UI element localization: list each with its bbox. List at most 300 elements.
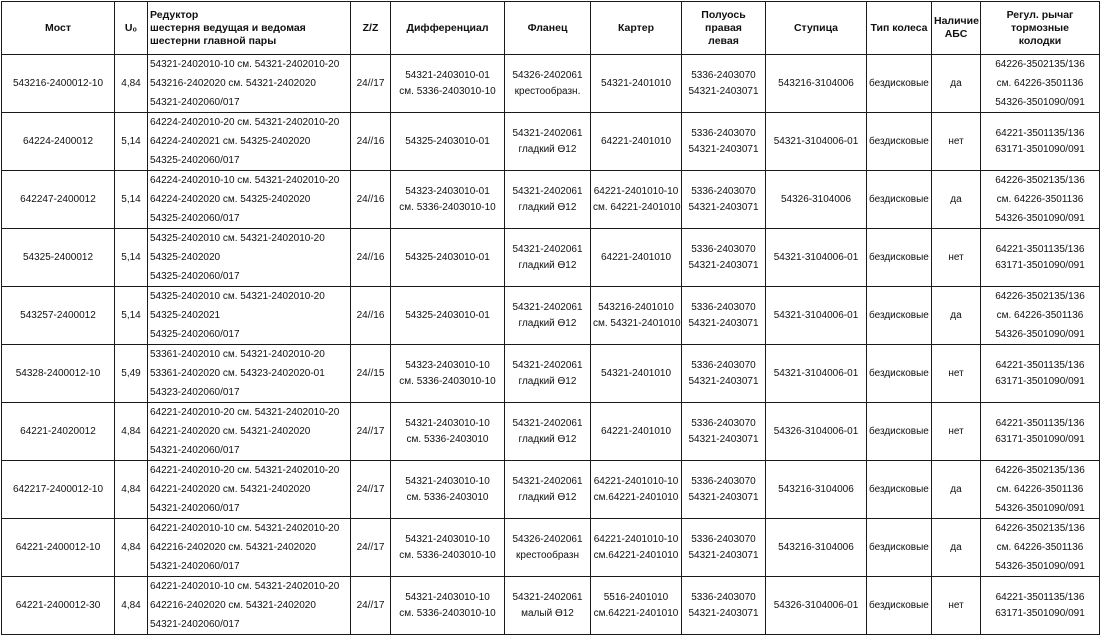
wheel-type: бездисковые (869, 542, 929, 553)
cell-reductor (148, 345, 351, 403)
cell-flange (505, 403, 591, 461)
cell-differential (391, 171, 505, 229)
cell-semiaxle (682, 113, 766, 171)
teeth-ratio: 24//17 (356, 600, 385, 611)
differential-line: 54325-2403010-01 (405, 309, 490, 321)
semiaxle-line: 5336-2403070 (691, 533, 756, 545)
wheel-type: бездисковые (869, 310, 929, 321)
brake-lever-line: 64226-3502135/136 (995, 523, 1085, 534)
flange-line: крестообразн. (514, 85, 581, 97)
cell-wheel-type (867, 171, 932, 229)
carter-group (593, 300, 679, 332)
semiaxle-group (684, 68, 763, 100)
reductor-line: 54325-2402010 см. 54321-2402010-20 (150, 233, 325, 244)
header-brake-lever-line: Регул. рычаг (1006, 8, 1074, 21)
flange-group (507, 68, 588, 100)
hub-code: 54326-3104006-01 (773, 600, 859, 611)
gear-ratio: 5,14 (121, 252, 141, 263)
cell-abs (932, 461, 981, 519)
reductor-line: 53361-2402020 см. 54323-2402020-01 (150, 368, 325, 379)
flange-line: малый Ө12 (521, 607, 574, 619)
hub-code: 543216-3104006 (778, 78, 854, 89)
abs-flag: нет (948, 252, 964, 263)
carter-line: 64221-2401010-10 (593, 533, 679, 545)
reductor-line: 54325-2402060/017 (150, 155, 240, 166)
cell-carter (591, 577, 682, 635)
cell-abs (932, 519, 981, 577)
brake-lever-line: 64226-3502135/136 (995, 175, 1085, 186)
brake-lever-line: 64221-3501135/136 (995, 359, 1085, 371)
reductor-line: 64224-2402021 см. 54325-2402020 (150, 136, 311, 147)
brake-lever-line: 63171-3501090/091 (995, 143, 1085, 155)
cell-most (2, 171, 115, 229)
table-row (2, 345, 1100, 403)
reductor-line: 64221-2402020 см. 54321-2402020 (150, 484, 311, 495)
axle-spec-table (1, 1, 1100, 635)
cell-wheel-type (867, 577, 932, 635)
wheel-type: бездисковые (869, 136, 929, 147)
cell-brake-lever (981, 113, 1100, 171)
cell-carter (591, 519, 682, 577)
cell-differential (391, 229, 505, 287)
reductor-line: 64221-2402010-10 см. 54321-2402010-20 (150, 523, 340, 534)
cell-carter (591, 229, 682, 287)
reductor-line: 64224-2402010-10 см. 54321-2402010-20 (150, 175, 340, 186)
semiaxle-line: 5336-2403070 (691, 417, 756, 429)
cell-carter (591, 113, 682, 171)
brake-lever-line: 64221-3501135/136 (995, 591, 1085, 603)
cell-semiaxle (682, 287, 766, 345)
brake-lever-line: см. 64226-3501136 (996, 484, 1084, 495)
cell-differential (391, 461, 505, 519)
hub-code: 54321-3104006-01 (773, 252, 859, 263)
brake-lever-line: см. 64226-3501136 (996, 78, 1084, 89)
gear-ratio: 4,84 (121, 542, 141, 553)
cell-carter (591, 55, 682, 113)
teeth-ratio: 24//16 (356, 252, 385, 263)
gear-ratio: 4,84 (121, 600, 141, 611)
teeth-ratio: 24//17 (356, 484, 385, 495)
cell-hub (766, 113, 867, 171)
teeth-ratio: 24//16 (356, 194, 385, 205)
cell-ratio (115, 461, 148, 519)
cell-zz (351, 287, 391, 345)
cell-most (2, 345, 115, 403)
axle-code: 64221-2400012-30 (15, 600, 101, 611)
carter-line: 64221-2401010 (600, 251, 672, 263)
wheel-type: бездисковые (869, 194, 929, 205)
carter-group (593, 76, 679, 92)
semiaxle-line: 54321-2403071 (688, 375, 759, 387)
flange-line: гладкий Ө12 (518, 259, 577, 271)
header-zz: Z/Z (351, 2, 391, 55)
hub-code: 543216-3104006 (778, 542, 854, 553)
reductor-line: 54321-2402060/017 (150, 445, 240, 456)
abs-flag: да (950, 484, 962, 495)
gear-ratio: 5,14 (121, 194, 141, 205)
reductor-line: 54321-2402060/017 (150, 503, 240, 514)
header-semiaxle (682, 2, 766, 55)
teeth-ratio: 24//16 (356, 136, 385, 147)
carter-group (593, 184, 679, 216)
flange-line: 54321-2402061 (512, 359, 583, 371)
cell-brake-lever (981, 345, 1100, 403)
differential-group (393, 590, 502, 622)
differential-line: 54321-2403010-10 (405, 417, 490, 429)
reductor-line: 54325-2402060/017 (150, 271, 240, 282)
flange-group (507, 184, 588, 216)
header-reductor-line: шестерни главной пары (150, 34, 277, 47)
flange-line: гладкий Ө12 (518, 491, 577, 503)
header-brake-lever-line: тормозные (1011, 21, 1069, 34)
flange-line: гладкий Ө12 (518, 317, 577, 329)
brake-lever-line: 64226-3502135/136 (995, 291, 1085, 302)
cell-ratio (115, 403, 148, 461)
cell-hub (766, 287, 867, 345)
hub-code: 54326-3104006 (780, 194, 852, 205)
abs-flag: да (950, 542, 962, 553)
semiaxle-group (684, 474, 763, 506)
header-ratio: U₀ (115, 2, 148, 55)
wheel-type: бездисковые (869, 484, 929, 495)
semiaxle-line: 54321-2403071 (688, 143, 759, 155)
flange-line: 54321-2402061 (512, 185, 583, 197)
brake-lever-line: 64221-3501135/136 (995, 243, 1085, 255)
carter-group (593, 250, 679, 266)
cell-semiaxle (682, 577, 766, 635)
flange-line: 54321-2402061 (512, 417, 583, 429)
semiaxle-group (684, 242, 763, 274)
differential-line: 54321-2403010-10 (405, 533, 490, 545)
cell-ratio (115, 229, 148, 287)
semiaxle-group (684, 300, 763, 332)
carter-line: 54321-2401010 (600, 77, 672, 89)
header-brake-lever (981, 2, 1100, 55)
cell-hub (766, 229, 867, 287)
table-row (2, 519, 1100, 577)
carter-line: 543216-2401010 (598, 301, 674, 313)
carter-line: см.64221-2401010 (593, 491, 679, 503)
header-semiaxle-line: Полуось (701, 8, 746, 21)
cell-hub (766, 461, 867, 519)
brake-lever-line: см. 64226-3501136 (996, 310, 1084, 321)
cell-wheel-type (867, 229, 932, 287)
reductor-line: 64221-2402010-10 см. 54321-2402010-20 (150, 581, 340, 592)
carter-line: 64221-2401010-10 (593, 185, 679, 197)
carter-line: см.64221-2401010 (593, 549, 679, 561)
header-abs (932, 2, 981, 55)
carter-line: см. 64221-2401010 (593, 201, 681, 213)
cell-brake-lever (981, 519, 1100, 577)
semiaxle-line: 54321-2403071 (688, 433, 759, 445)
cell-reductor (148, 171, 351, 229)
differential-line: см. 5336-2403010 (406, 491, 489, 503)
cell-most (2, 113, 115, 171)
reductor-line: 54321-2402010-10 см. 54321-2402010-20 (150, 59, 340, 70)
semiaxle-line: 54321-2403071 (688, 549, 759, 561)
axle-code: 64221-24020012 (20, 426, 96, 437)
reductor-line: 54325-2402021 (150, 310, 221, 321)
cell-ratio (115, 171, 148, 229)
cell-zz (351, 345, 391, 403)
table-row (2, 55, 1100, 113)
axle-code: 543257-2400012 (20, 310, 96, 321)
cell-reductor (148, 519, 351, 577)
brake-lever-line: 64221-3501135/136 (995, 127, 1085, 139)
flange-line: 54321-2402061 (512, 301, 583, 313)
semiaxle-line: 5336-2403070 (691, 127, 756, 139)
reductor-line: 54325-2402020 (150, 252, 221, 263)
cell-abs (932, 113, 981, 171)
header-flange: Фланец (505, 2, 591, 55)
reductor-line: 53361-2402010 см. 54321-2402010-20 (150, 349, 325, 360)
axle-code: 642247-2400012 (20, 194, 96, 205)
cell-abs (932, 229, 981, 287)
carter-line: 64221-2401010-10 (593, 475, 679, 487)
cell-differential (391, 113, 505, 171)
cell-zz (351, 403, 391, 461)
semiaxle-line: 54321-2403071 (688, 259, 759, 271)
cell-ratio (115, 345, 148, 403)
semiaxle-line: 5336-2403070 (691, 69, 756, 81)
differential-line: см. 5336-2403010 (406, 433, 489, 445)
cell-zz (351, 113, 391, 171)
semiaxle-line: 5336-2403070 (691, 591, 756, 603)
semiaxle-group (684, 590, 763, 622)
cell-semiaxle (682, 519, 766, 577)
brake-lever-group (983, 126, 1097, 158)
cell-differential (391, 287, 505, 345)
cell-flange (505, 345, 591, 403)
semiaxle-group (684, 358, 763, 390)
differential-line: 54325-2403010-01 (405, 135, 490, 147)
flange-line: крестообразн (516, 549, 579, 561)
table-row (2, 113, 1100, 171)
axle-code: 64224-2400012 (22, 136, 94, 147)
reductor-line: 64224-2402010-20 см. 54321-2402010-20 (150, 117, 340, 128)
wheel-type: бездисковые (869, 368, 929, 379)
cell-ratio (115, 55, 148, 113)
reductor-line: 54321-2402060/017 (150, 97, 240, 108)
cell-carter (591, 461, 682, 519)
cell-reductor (148, 461, 351, 519)
brake-lever-line: 64226-3502135/136 (995, 465, 1085, 476)
gear-ratio: 5,49 (121, 368, 141, 379)
semiaxle-line: 5336-2403070 (691, 475, 756, 487)
flange-line: 54321-2402061 (512, 591, 583, 603)
header-reductor (148, 2, 351, 55)
differential-line: см. 5336-2403010-10 (399, 549, 496, 561)
abs-flag: нет (948, 368, 964, 379)
semiaxle-group (684, 126, 763, 158)
semiaxle-line: 5336-2403070 (691, 359, 756, 371)
carter-line: см. 54321-2401010 (593, 317, 681, 329)
reductor-line: 642216-2402020 см. 54321-2402020 (150, 600, 316, 611)
semiaxle-line: 54321-2403071 (688, 317, 759, 329)
flange-group (507, 590, 588, 622)
cell-most (2, 403, 115, 461)
cell-brake-lever (981, 403, 1100, 461)
cell-brake-lever (981, 461, 1100, 519)
cell-ratio (115, 577, 148, 635)
carter-group (593, 134, 679, 150)
teeth-ratio: 24//17 (356, 542, 385, 553)
differential-group (393, 68, 502, 100)
differential-line: 54321-2403010-10 (405, 475, 490, 487)
brake-lever-line: 54326-3501090/091 (995, 561, 1085, 572)
semiaxle-line: 54321-2403071 (688, 201, 759, 213)
differential-line: 54321-2403010-01 (405, 69, 490, 81)
cell-abs (932, 403, 981, 461)
hub-code: 54321-3104006-01 (773, 136, 859, 147)
cell-differential (391, 519, 505, 577)
flange-group (507, 532, 588, 564)
semiaxle-line: 54321-2403071 (688, 491, 759, 503)
wheel-type: бездисковые (869, 426, 929, 437)
reductor-line: 64221-2402010-20 см. 54321-2402010-20 (150, 407, 340, 418)
header-abs-line: АБС (944, 28, 968, 40)
gear-ratio: 4,84 (121, 426, 141, 437)
cell-hub (766, 403, 867, 461)
table-row (2, 287, 1100, 345)
axle-code: 543216-2400012-10 (12, 78, 104, 89)
header-semiaxle-line: правая (705, 21, 742, 34)
carter-line: 64221-2401010 (600, 135, 672, 147)
flange-group (507, 126, 588, 158)
reductor-line: 54323-2402060/017 (150, 387, 240, 398)
cell-most (2, 519, 115, 577)
cell-wheel-type (867, 345, 932, 403)
cell-wheel-type (867, 403, 932, 461)
reductor-line: 54321-2402060/017 (150, 619, 240, 630)
differential-group (393, 250, 502, 266)
flange-line: 54321-2402061 (512, 127, 583, 139)
header-most: Мост (2, 2, 115, 55)
cell-carter (591, 345, 682, 403)
semiaxle-group (684, 532, 763, 564)
teeth-ratio: 24//15 (356, 368, 385, 379)
differential-line: 54323-2403010-01 (405, 185, 490, 197)
differential-line: см. 5336-2403010-10 (399, 375, 496, 387)
cell-differential (391, 345, 505, 403)
cell-hub (766, 55, 867, 113)
cell-semiaxle (682, 403, 766, 461)
cell-zz (351, 577, 391, 635)
brake-lever-line: 63171-3501090/091 (995, 433, 1085, 445)
flange-group (507, 300, 588, 332)
reductor-line: 64221-2402010-20 см. 54321-2402010-20 (150, 465, 340, 476)
cell-abs (932, 345, 981, 403)
cell-brake-lever (981, 55, 1100, 113)
differential-line: 54321-2403010-10 (405, 591, 490, 603)
flange-group (507, 242, 588, 274)
header-row (2, 2, 1100, 55)
gear-ratio: 5,14 (121, 136, 141, 147)
cell-most (2, 229, 115, 287)
cell-flange (505, 55, 591, 113)
header-abs-line: Наличие (934, 15, 979, 27)
cell-semiaxle (682, 461, 766, 519)
reductor-line: 54325-2402010 см. 54321-2402010-20 (150, 291, 325, 302)
cell-reductor (148, 113, 351, 171)
cell-flange (505, 287, 591, 345)
differential-group (393, 308, 502, 324)
cell-hub (766, 171, 867, 229)
cell-flange (505, 229, 591, 287)
header-differential: Дифференциал (391, 2, 505, 55)
cell-semiaxle (682, 55, 766, 113)
header-reductor-line: шестерня ведущая и ведомая (150, 21, 306, 34)
table-row (2, 171, 1100, 229)
cell-abs (932, 577, 981, 635)
cell-most (2, 287, 115, 345)
abs-flag: да (950, 310, 962, 321)
cell-carter (591, 403, 682, 461)
semiaxle-line: 5336-2403070 (691, 243, 756, 255)
cell-brake-lever (981, 229, 1100, 287)
flange-line: 54326-2402061 (512, 533, 583, 545)
cell-zz (351, 519, 391, 577)
flange-group (507, 474, 588, 506)
gear-ratio: 4,84 (121, 484, 141, 495)
cell-reductor (148, 577, 351, 635)
brake-lever-group (983, 242, 1097, 274)
flange-line: 54321-2402061 (512, 243, 583, 255)
differential-group (393, 532, 502, 564)
flange-line: гладкий Ө12 (518, 433, 577, 445)
brake-lever-line: 54326-3501090/091 (995, 503, 1085, 514)
differential-group (393, 184, 502, 216)
semiaxle-line: 54321-2403071 (688, 85, 759, 97)
cell-zz (351, 229, 391, 287)
carter-line: см.64221-2401010 (593, 607, 679, 619)
carter-group (593, 590, 679, 622)
table-row (2, 577, 1100, 635)
differential-line: 54323-2403010-10 (405, 359, 490, 371)
axle-code: 54325-2400012 (22, 252, 94, 263)
cell-reductor (148, 229, 351, 287)
axle-code: 64221-2400012-10 (15, 542, 101, 553)
reductor-line: 54325-2402060/017 (150, 213, 240, 224)
carter-group (593, 474, 679, 506)
differential-line: см. 5336-2403010-10 (399, 85, 496, 97)
differential-group (393, 358, 502, 390)
abs-flag: нет (948, 600, 964, 611)
cell-flange (505, 113, 591, 171)
hub-code: 54326-3104006-01 (773, 426, 859, 437)
cell-carter (591, 287, 682, 345)
abs-flag: нет (948, 136, 964, 147)
differential-line: 54325-2403010-01 (405, 251, 490, 263)
brake-lever-group (983, 416, 1097, 448)
axle-code: 642217-2400012-10 (12, 484, 104, 495)
cell-brake-lever (981, 577, 1100, 635)
cell-zz (351, 171, 391, 229)
cell-differential (391, 55, 505, 113)
header-hub: Ступица (766, 2, 867, 55)
differential-line: см. 5336-2403010-10 (399, 201, 496, 213)
brake-lever-line: 63171-3501090/091 (995, 607, 1085, 619)
cell-abs (932, 287, 981, 345)
cell-wheel-type (867, 461, 932, 519)
cell-wheel-type (867, 287, 932, 345)
cell-flange (505, 577, 591, 635)
header-reductor-line: Редуктор (150, 8, 199, 21)
cell-zz (351, 55, 391, 113)
semiaxle-line: 5336-2403070 (691, 185, 756, 197)
brake-lever-line: см. 64226-3501136 (996, 542, 1084, 553)
cell-carter (591, 171, 682, 229)
